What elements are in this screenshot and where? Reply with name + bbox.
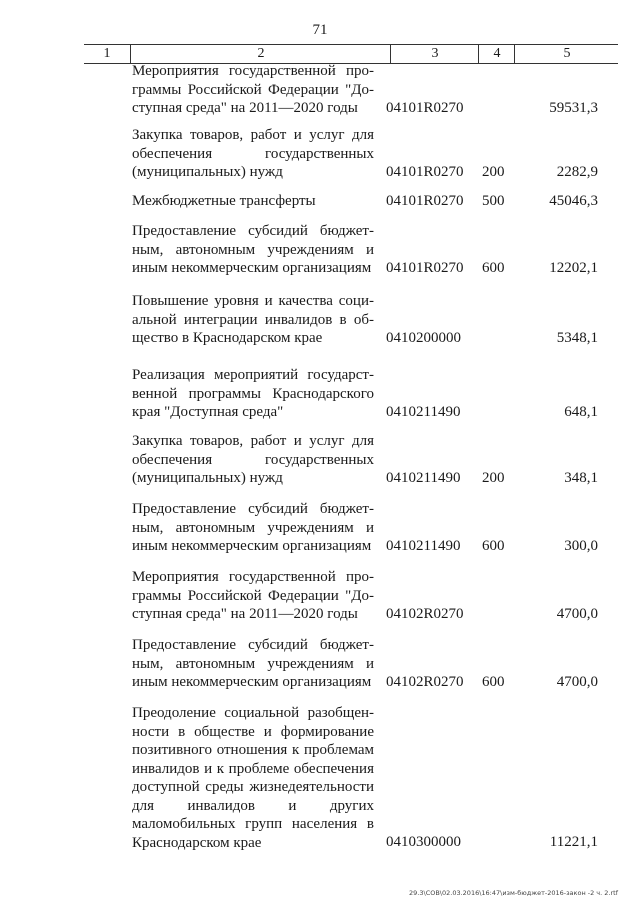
row-code: 04102R0270 bbox=[386, 674, 464, 690]
header-col-1: 1 bbox=[103, 46, 111, 61]
row-amount: 12202,1 bbox=[549, 260, 598, 276]
row-code: 04101R0270 bbox=[386, 100, 464, 116]
row-code: 04101R0270 bbox=[386, 164, 464, 180]
table-header bbox=[84, 44, 618, 64]
row-type: 200 bbox=[482, 470, 505, 486]
row-name: Реализация мероприятий государственной программы Краснодарского края "Доступная среда" bbox=[132, 367, 374, 420]
page-number: 71 bbox=[312, 22, 328, 38]
row-amount: 45046,3 bbox=[549, 193, 598, 209]
row-amount: 648,1 bbox=[564, 404, 598, 420]
row-name: Предоставление субсидий бюджетным, автономным учреждениям и иным некоммерческим организациям bbox=[132, 637, 374, 690]
row-amount: 2282,9 bbox=[556, 164, 598, 180]
row-name: Предоставление субсидий бюджетным, автономным учреждениям и иным некоммерческим организациям bbox=[132, 501, 374, 554]
row-amount: 5348,1 bbox=[556, 330, 598, 346]
row-amount: 300,0 bbox=[564, 538, 598, 554]
row-code: 0410211490 bbox=[386, 538, 461, 554]
row-type: 200 bbox=[482, 164, 505, 180]
row-code: 0410211490 bbox=[386, 404, 461, 420]
row-type: 600 bbox=[482, 674, 505, 690]
row-amount: 11221,1 bbox=[549, 834, 598, 850]
row-type: 600 bbox=[482, 260, 505, 276]
row-name: Предоставление субсидий бюджетным, автономным учреждениям и иным некоммерческим организациям bbox=[132, 223, 374, 276]
row-amount: 4700,0 bbox=[556, 606, 598, 622]
row-code: 0410200000 bbox=[386, 330, 461, 346]
row-name: Закупка товаров, работ и услуг для обеспечения государственных (муниципальных) нужд bbox=[132, 127, 374, 180]
header-col-5: 5 bbox=[514, 45, 619, 63]
row-code: 0410211490 bbox=[386, 470, 461, 486]
row-type: 600 bbox=[482, 538, 505, 554]
row-name: Мероприятия государственной программы Российской Федерации "Доступная среда" на 2011—2020 годы bbox=[132, 63, 374, 116]
row-name: Межбюджетные трансферты bbox=[132, 193, 316, 209]
row-name: Преодоление социальной разобщенности в обществе и формирование позитивного отношения к проблемам инвалидов и к проблеме обеспечения доступной среды жизнедеятельности для инвалидов и других маломобильных групп населения в Краснодарском крае bbox=[132, 705, 374, 851]
row-code: 04101R0270 bbox=[386, 260, 464, 276]
file-path-footer: 29.3\СОВ\02.03.2016\16:47\изм-бюджет-2016-закон -2 ч. 2.rtf bbox=[409, 889, 618, 897]
row-code: 04101R0270 bbox=[386, 193, 464, 209]
row-name: Закупка товаров, работ и услуг для обеспечения государственных (муниципальных) нужд bbox=[132, 433, 374, 486]
header-col-3: 3 bbox=[390, 45, 479, 63]
row-amount: 348,1 bbox=[564, 470, 598, 486]
row-name: Мероприятия государственной программы Российской Федерации "Доступная среда" на 2011—2020 годы bbox=[132, 569, 374, 622]
row-code: 0410300000 bbox=[386, 834, 461, 850]
row-amount: 59531,3 bbox=[549, 100, 598, 116]
row-type: 500 bbox=[482, 193, 505, 209]
header-col-4: 4 bbox=[478, 45, 515, 63]
row-name: Повышение уровня и качества социальной интеграции инвалидов в общество в Краснодарском крае bbox=[132, 293, 374, 346]
row-amount: 4700,0 bbox=[556, 674, 598, 690]
header-col-2: 2 bbox=[130, 45, 391, 63]
row-code: 04102R0270 bbox=[386, 606, 464, 622]
